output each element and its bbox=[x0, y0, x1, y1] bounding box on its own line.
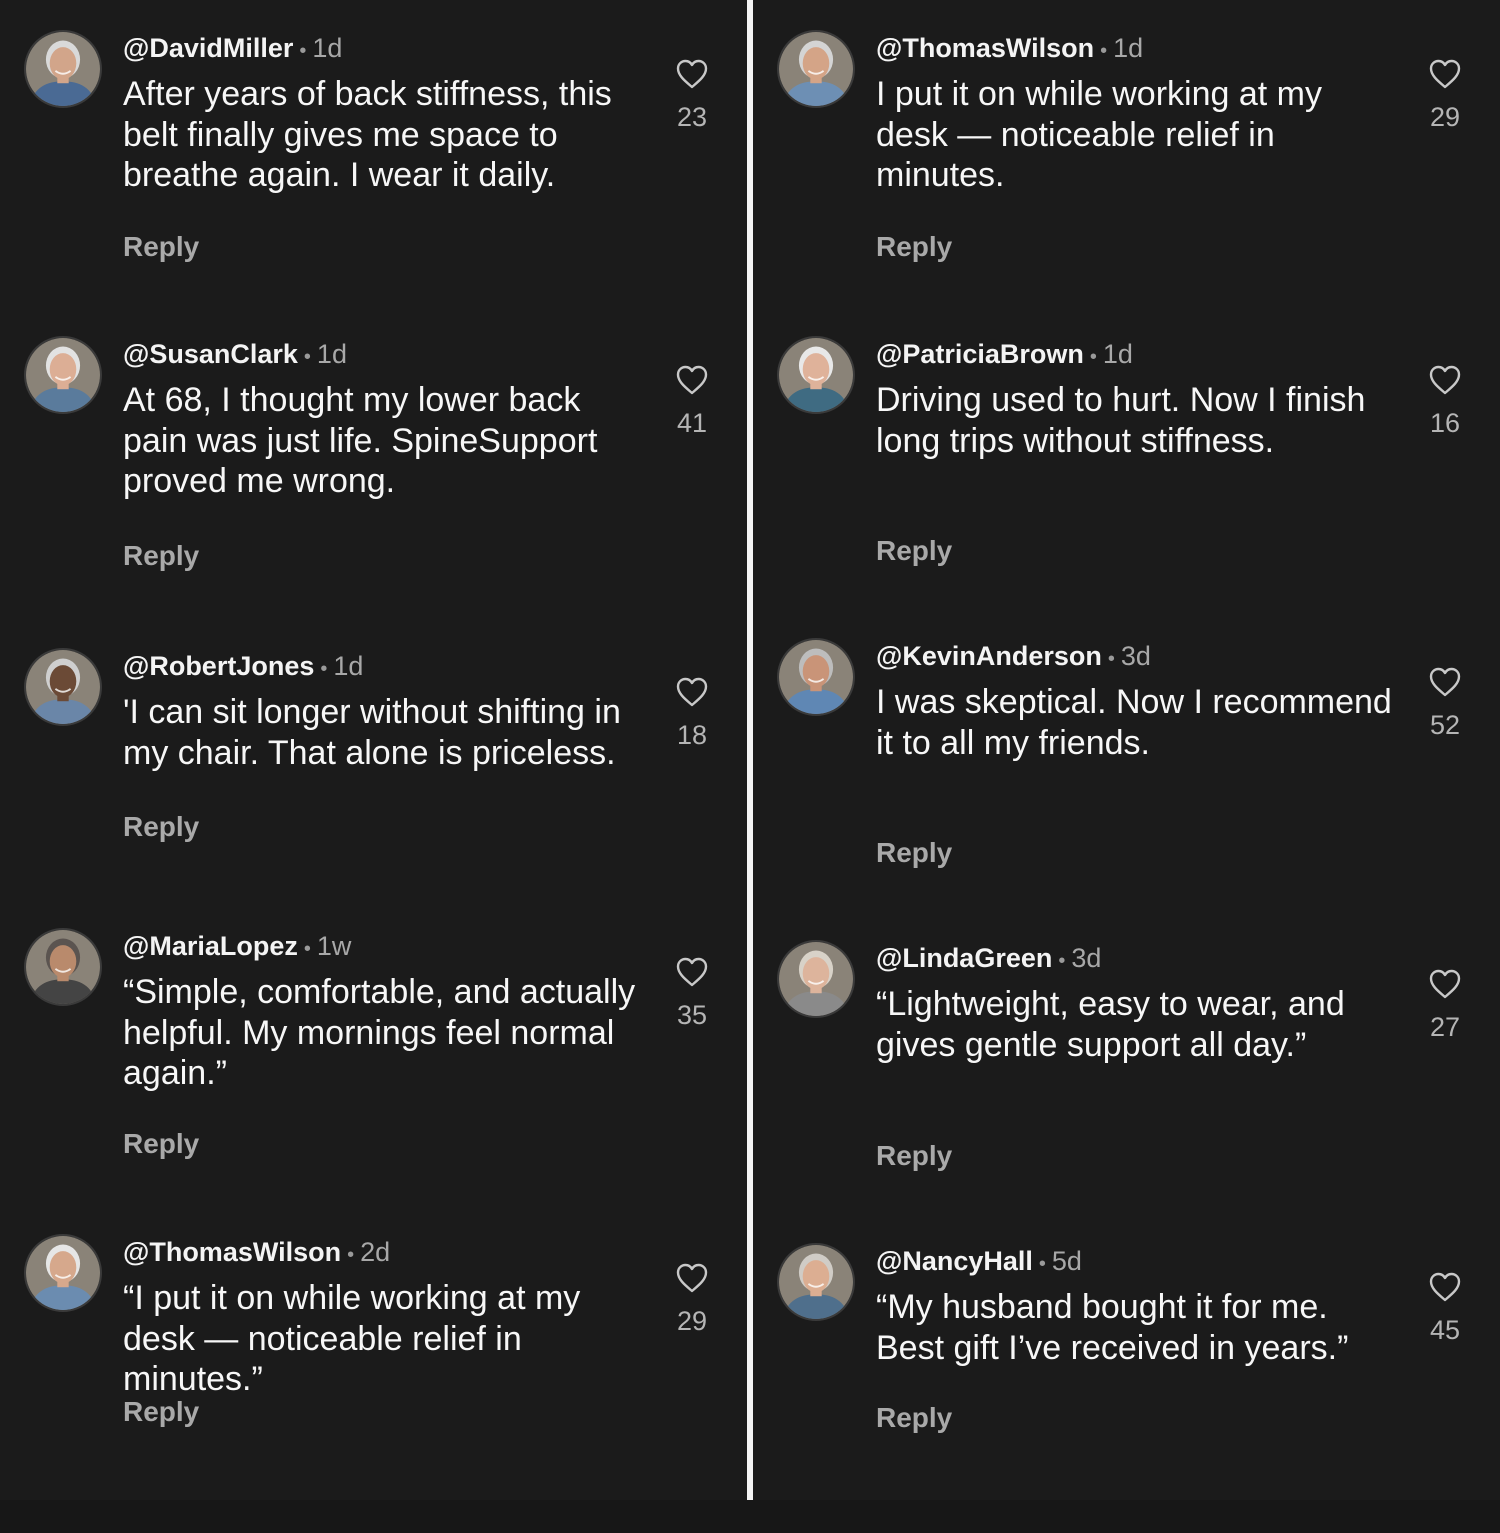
avatar-portrait-icon bbox=[779, 942, 853, 1016]
comment-text: “Lightweight, easy to wear, and gives gentle support all day.” bbox=[876, 985, 1345, 1064]
comments-column-left bbox=[0, 0, 747, 1500]
comment bbox=[753, 1243, 1500, 1533]
username-link[interactable]: @PatriciaBrown bbox=[876, 339, 1084, 369]
like-button[interactable] bbox=[1421, 1271, 1469, 1345]
reply-button[interactable]: Reply bbox=[123, 1396, 200, 1427]
avatar[interactable] bbox=[777, 1243, 855, 1321]
heart-icon bbox=[1428, 1271, 1462, 1303]
username-link[interactable]: @KevinAnderson bbox=[876, 641, 1102, 671]
timestamp: 1d bbox=[316, 339, 347, 369]
avatar[interactable] bbox=[777, 336, 855, 414]
comment-text: “I put it on while working at my desk — noticeable relief in minutes.” bbox=[123, 1279, 581, 1398]
comment bbox=[0, 1234, 747, 1524]
timestamp: 1d bbox=[312, 33, 343, 63]
avatar[interactable] bbox=[24, 1234, 102, 1312]
avatar[interactable] bbox=[24, 336, 102, 414]
comment bbox=[0, 928, 747, 1218]
avatar-portrait-icon bbox=[26, 650, 100, 724]
separator-dot: • bbox=[1038, 1253, 1046, 1275]
timestamp: 3d bbox=[1120, 641, 1151, 671]
like-button[interactable] bbox=[668, 58, 716, 132]
separator-dot: • bbox=[1089, 346, 1097, 368]
comment bbox=[0, 30, 747, 320]
comments-column-right bbox=[753, 0, 1500, 1500]
comment-meta bbox=[123, 338, 347, 370]
avatar[interactable] bbox=[24, 928, 102, 1006]
reply-button[interactable]: Reply bbox=[876, 837, 953, 868]
timestamp: 3d bbox=[1071, 943, 1102, 973]
like-button[interactable] bbox=[1421, 968, 1469, 1042]
heart-icon bbox=[1428, 666, 1462, 698]
username-link[interactable]: @SusanClark bbox=[123, 339, 298, 369]
username-link[interactable]: @RobertJones bbox=[123, 651, 315, 681]
separator-dot: • bbox=[320, 658, 328, 680]
separator-dot: • bbox=[303, 938, 311, 960]
username-link[interactable]: @NancyHall bbox=[876, 1246, 1033, 1276]
like-count: 29 bbox=[1429, 102, 1461, 132]
username-link[interactable]: @LindaGreen bbox=[876, 943, 1053, 973]
timestamp: 1w bbox=[316, 931, 352, 961]
like-count: 35 bbox=[676, 1000, 708, 1030]
comment bbox=[753, 30, 1500, 320]
avatar-portrait-icon bbox=[26, 338, 100, 412]
like-button[interactable] bbox=[1421, 364, 1469, 438]
heart-icon bbox=[1428, 364, 1462, 396]
username-link[interactable]: @ThomasWilson bbox=[876, 33, 1095, 63]
avatar[interactable] bbox=[777, 30, 855, 108]
comment-text: “My husband bought it for me. Best gift I’ve received in years.” bbox=[876, 1288, 1349, 1367]
username-link[interactable]: @ThomasWilson bbox=[123, 1237, 342, 1267]
comment-meta bbox=[876, 32, 1143, 64]
comment-text: “Simple, comfortable, and actually helpful. My mornings feel normal again.” bbox=[123, 973, 636, 1092]
avatar[interactable] bbox=[777, 940, 855, 1018]
avatar-portrait-icon bbox=[779, 1245, 853, 1319]
avatar[interactable] bbox=[24, 30, 102, 108]
comment-meta bbox=[876, 1245, 1082, 1277]
separator-dot: • bbox=[1100, 40, 1108, 62]
reply-button[interactable]: Reply bbox=[876, 1140, 953, 1171]
like-count: 16 bbox=[1429, 408, 1461, 438]
separator-dot: • bbox=[1058, 950, 1066, 972]
like-button[interactable] bbox=[1421, 666, 1469, 740]
heart-icon bbox=[675, 58, 709, 90]
like-button[interactable] bbox=[668, 956, 716, 1030]
comment-text: After years of back stiffness, this belt finally gives me space to breathe again. I wear it daily. bbox=[123, 75, 612, 194]
heart-icon bbox=[1428, 58, 1462, 90]
like-count: 41 bbox=[676, 408, 708, 438]
like-count: 29 bbox=[676, 1306, 708, 1336]
comment-text: Driving used to hurt. Now I finish long trips without stiffness. bbox=[876, 381, 1366, 460]
comment-meta bbox=[123, 650, 363, 682]
like-count: 27 bbox=[1429, 1012, 1461, 1042]
comment bbox=[753, 940, 1500, 1230]
timestamp: 1d bbox=[333, 651, 364, 681]
like-count: 52 bbox=[1429, 710, 1461, 740]
timestamp: 5d bbox=[1051, 1246, 1082, 1276]
reply-button[interactable]: Reply bbox=[123, 1128, 200, 1159]
avatar[interactable] bbox=[24, 648, 102, 726]
heart-icon bbox=[675, 364, 709, 396]
comment-meta bbox=[123, 1236, 390, 1268]
like-count: 23 bbox=[676, 102, 708, 132]
comment bbox=[0, 648, 747, 938]
avatar-portrait-icon bbox=[779, 338, 853, 412]
separator-dot: • bbox=[303, 346, 311, 368]
reply-button[interactable]: Reply bbox=[876, 231, 953, 262]
comment-meta bbox=[123, 32, 342, 64]
timestamp: 2d bbox=[360, 1237, 391, 1267]
like-count: 45 bbox=[1429, 1315, 1461, 1345]
like-button[interactable] bbox=[1421, 58, 1469, 132]
comment-text: At 68, I thought my lower back pain was just life. SpineSupport proved me wrong. bbox=[123, 381, 598, 500]
like-count: 18 bbox=[676, 720, 708, 750]
comment-meta bbox=[876, 640, 1151, 672]
timestamp: 1d bbox=[1113, 33, 1144, 63]
separator-dot: • bbox=[347, 1244, 355, 1266]
like-button[interactable] bbox=[668, 676, 716, 750]
comment-meta bbox=[123, 930, 351, 962]
like-button[interactable] bbox=[668, 1262, 716, 1336]
reply-button[interactable]: Reply bbox=[123, 231, 200, 262]
comment-text: 'I can sit longer without shifting in my chair. That alone is priceless. bbox=[123, 693, 621, 772]
heart-icon bbox=[675, 1262, 709, 1294]
comment-text: I was skeptical. Now I recommend it to all my friends. bbox=[876, 683, 1392, 762]
username-link[interactable]: @DavidMiller bbox=[123, 33, 294, 63]
avatar-portrait-icon bbox=[26, 32, 100, 106]
avatar-portrait-icon bbox=[779, 640, 853, 714]
reply-button[interactable]: Reply bbox=[123, 811, 200, 842]
comment-meta bbox=[876, 942, 1101, 974]
avatar[interactable] bbox=[777, 638, 855, 716]
comment-meta bbox=[876, 338, 1133, 370]
separator-dot: • bbox=[299, 40, 307, 62]
comment-text: I put it on while working at my desk — noticeable relief in minutes. bbox=[876, 75, 1322, 194]
separator-dot: • bbox=[1107, 648, 1115, 670]
avatar-portrait-icon bbox=[26, 1236, 100, 1310]
heart-icon bbox=[675, 956, 709, 988]
comment bbox=[0, 336, 747, 626]
like-button[interactable] bbox=[668, 364, 716, 438]
reply-button[interactable]: Reply bbox=[876, 535, 953, 566]
reply-button[interactable]: Reply bbox=[876, 1402, 953, 1433]
heart-icon bbox=[1428, 968, 1462, 1000]
comment bbox=[753, 638, 1500, 928]
avatar-portrait-icon bbox=[779, 32, 853, 106]
timestamp: 1d bbox=[1102, 339, 1133, 369]
avatar-portrait-icon bbox=[26, 930, 100, 1004]
comment bbox=[753, 336, 1500, 626]
username-link[interactable]: @MariaLopez bbox=[123, 931, 298, 961]
heart-icon bbox=[675, 676, 709, 708]
reply-button[interactable]: Reply bbox=[123, 540, 200, 571]
